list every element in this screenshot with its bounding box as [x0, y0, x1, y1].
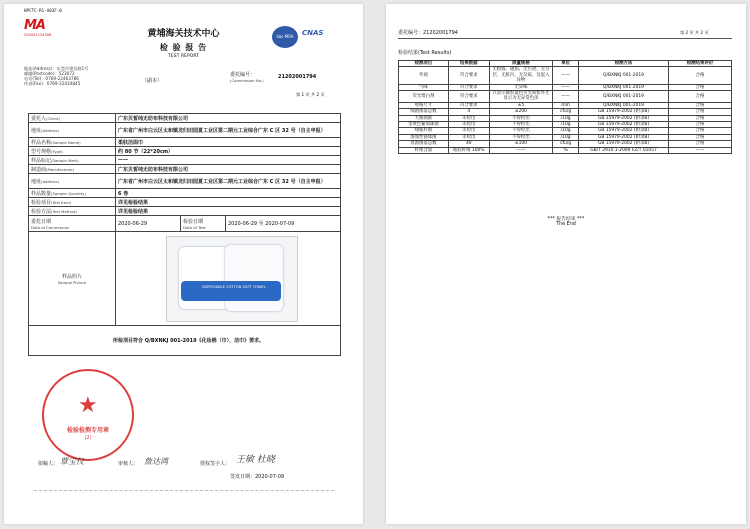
info-value: 广东贝皙纯无纺布科技有限公司: [116, 165, 341, 174]
results-cell: 溶血性链球菌: [399, 134, 449, 140]
results-cell: 未检出: [448, 128, 489, 134]
results-row: [399, 67, 732, 84]
info-row: [29, 165, 341, 174]
info-label: 地址(Address): [29, 123, 116, 138]
cma-logo: MA 200001124308: [24, 18, 52, 37]
results-cell: Q/BXNKJ 001-2019: [579, 67, 669, 84]
info-value: 柔肤洁面巾: [116, 138, 341, 147]
test-results-table: [398, 60, 732, 154]
drafter-signature: 覃宝仪: [60, 457, 84, 466]
results-cell: 符合要求: [448, 67, 489, 84]
results-cell: Q/BXNKJ 001-2019: [579, 102, 669, 108]
results-cell: 绿脓杆菌: [399, 128, 449, 134]
info-row: [29, 156, 341, 165]
results-cell: Q/BXNKJ 001-2019: [579, 84, 669, 90]
date-row: 委托日期 Date of Commission 2020-06-29 检验日期 Date of Test 2020-06-29 至 2020-07-09: [29, 216, 341, 232]
results-cell: mm: [553, 102, 579, 108]
report-title: 检 验 报 告: [159, 43, 208, 52]
results-cell: GB 15979-2002 (附录B): [579, 141, 669, 147]
inspection-seal: ★ 检验检测专用章 (2): [42, 369, 134, 461]
results-cell: /10g: [553, 115, 579, 121]
results-cell: Q/BXNKJ 001-2019: [579, 91, 669, 103]
sample-photo: [116, 232, 341, 326]
ilac-logo: ilac-MRA: [272, 26, 298, 48]
info-value: 详见检验结果: [116, 207, 341, 216]
info-value: 广东省广州市白云区太和镇龙归田园夏工业区第二期元工业综合广东 C 区 32 号（自主申报）: [116, 174, 341, 189]
results-cell: 合格: [668, 122, 731, 128]
info-label: 型号规格(Type): [29, 147, 116, 156]
results-cell: %: [553, 147, 579, 153]
report-info-table: [28, 113, 341, 356]
results-cell: 只显示微粒量色荧光和紫外光显示为无异常色泽: [489, 91, 552, 103]
info-row: [29, 147, 341, 156]
info-value: ——: [116, 156, 341, 165]
results-cell: GB 15979-2002 (附录B): [579, 134, 669, 140]
results-cell: 未检出: [448, 115, 489, 121]
results-cell: 不得检出: [489, 115, 552, 121]
results-cell: 不得检出: [489, 128, 552, 134]
info-label: 委托人(Client): [29, 114, 116, 123]
results-cell: 符合要求: [448, 102, 489, 108]
results-cell: 不得检出: [489, 122, 552, 128]
results-cell: ±5: [489, 102, 552, 108]
report-page-2: [386, 4, 746, 524]
results-cell: 外观: [399, 67, 449, 84]
results-cell: 细菌菌落总数: [399, 109, 449, 115]
results-row: [399, 91, 732, 103]
results-cell: ——: [489, 147, 552, 153]
results-cell: 金黄色葡萄球菌: [399, 122, 449, 128]
results-cell: 合格: [668, 67, 731, 84]
results-cell: 符合要求: [448, 84, 489, 90]
page-indicator-p2: 第 2 页 共 2 页: [680, 30, 709, 35]
info-row: [29, 207, 341, 216]
info-label: 样品数量(Sample Quantity): [29, 189, 116, 198]
results-header-cell: 检测结果评价: [668, 61, 731, 67]
approver-signature: 王敏 杜晓: [236, 455, 275, 465]
results-cell: /10g: [553, 128, 579, 134]
results-cell: 合格: [668, 141, 731, 147]
org-name: 黄埔海关技术中心: [147, 29, 220, 39]
results-cell: ≤200: [489, 109, 552, 115]
reviewer-signature: 詹达鸿: [144, 457, 168, 466]
page-indicator: 第 1 页 共 2 页: [296, 92, 325, 97]
results-cell: 合格: [668, 84, 731, 90]
product-image: DISPOSABLE COTTON SOFT TOWEL: [166, 236, 298, 322]
results-cell: 4: [448, 109, 489, 115]
results-cell: 未检出: [448, 122, 489, 128]
results-cell: 40: [448, 141, 489, 147]
commission-label: 委托编号： (Commission No.): [230, 72, 264, 83]
info-value: 详见检验结果: [116, 198, 341, 207]
info-label: 检验项目(Test Item): [29, 198, 116, 207]
results-cell: 粘胶纤维 100%: [448, 147, 489, 153]
commission-number-p2: 委托编号：21202001794: [398, 30, 458, 36]
info-row: [29, 114, 341, 123]
results-cell: 合格: [668, 115, 731, 121]
results-cell: 大肠菌群: [399, 115, 449, 121]
lab-contact: 地址(Address)：东莞市建设路1号 邮编(Postcode)：523072 电话(Tel)：0769-22463786 传真(Fax)：0769-22434845: [24, 66, 89, 86]
form-code: HPCTC-R1-A03F-0: [24, 8, 62, 13]
info-row: [29, 174, 341, 189]
info-value: 广东省广州市白云区太和镇龙归田园夏工业区第二期元工业综合广东 C 区 32 号（自主申报）: [116, 123, 341, 138]
info-value: 约 80 节（22*20cm）: [116, 147, 341, 156]
info-row: [29, 123, 341, 138]
results-cell: 真菌菌落总数: [399, 141, 449, 147]
results-cell: ——: [668, 147, 731, 153]
results-cell: GB 15979-2002 (附录B): [579, 115, 669, 121]
info-value: 6 卷: [116, 189, 341, 198]
results-cell: ——: [553, 91, 579, 103]
results-header-cell: 限量规格: [489, 61, 552, 67]
results-cell: 合格: [668, 109, 731, 115]
results-cell: 符合要求: [448, 91, 489, 103]
results-cell: 气味: [399, 84, 449, 90]
info-row: [29, 138, 341, 147]
results-cell: 无损毁、破损、无污迹、无分层、无脏污、无杂质、及混入异物: [489, 67, 552, 84]
header-line: [398, 38, 732, 39]
results-header-cell: 检测项目: [399, 61, 449, 67]
results-cell: 规格尺寸: [399, 102, 449, 108]
info-value: 广东贝皙纯无纺布科技有限公司: [116, 114, 341, 123]
results-cell: 合格: [668, 128, 731, 134]
end-mark: *** 报告结束 *** The End: [547, 217, 585, 227]
approver-label: 授权签字人：: [200, 461, 231, 467]
results-cell: 纤维含量: [399, 147, 449, 153]
results-cell: ——: [553, 67, 579, 84]
drafter-label: 拟稿人：: [38, 461, 59, 467]
info-row: [29, 198, 341, 207]
results-cell: 合格: [668, 91, 731, 103]
results-header-cell: 结果数据: [448, 61, 489, 67]
results-header-cell: 单位: [553, 61, 579, 67]
info-label: 样品名称(Sample Name): [29, 138, 116, 147]
report-page-1: [4, 4, 363, 524]
copy-mark: （副本）: [142, 78, 163, 84]
results-cell: 不得检出: [489, 134, 552, 140]
info-label: 地址(Address): [29, 174, 116, 189]
footer-decoration: [34, 490, 334, 515]
issue-date: 签发日期：2020-07-09: [230, 474, 285, 480]
info-label: 样品标记(Sample Mark): [29, 156, 116, 165]
info-row: [29, 189, 341, 198]
results-title: 检验结果(Test Results): [398, 50, 452, 56]
photo-row: 样品照片 Sample Picture DISPOSABLE COTTON SOFT TOWEL: [29, 232, 341, 326]
results-cell: /10g: [553, 134, 579, 140]
results-cell: 无异味: [489, 84, 552, 90]
results-cell: GB 15979-2002 (附录B): [579, 109, 669, 115]
results-header-cell: 检测方法: [579, 61, 669, 67]
commission-number: 21202001794: [278, 74, 317, 80]
results-cell: cfu/g: [553, 141, 579, 147]
results-cell: 荧光增白剂: [399, 91, 449, 103]
results-cell: GB 15979-2002 (附录B): [579, 122, 669, 128]
report-title-en: TEST REPORT: [167, 54, 200, 59]
conclusion-row: 所检项目符合 Q/BXNKJ 001-2019《化妆棉（巾）、洁巾》要求。: [29, 326, 341, 356]
results-cell: cfu/g: [553, 109, 579, 115]
info-label: 检验方法(Test Method): [29, 207, 116, 216]
results-cell: 未检出: [448, 134, 489, 140]
results-cell: GB/T 2910.1-2009 FZ/T 01057: [579, 147, 669, 153]
results-row: [399, 147, 732, 153]
cnas-logo: CNAS: [302, 29, 324, 37]
results-cell: 合格: [668, 134, 731, 140]
results-cell: /10g: [553, 122, 579, 128]
results-cell: 合格: [668, 102, 731, 108]
results-cell: ——: [553, 84, 579, 90]
results-cell: GB 15979-2002 (附录B): [579, 128, 669, 134]
reviewer-label: 审核人：: [118, 461, 139, 467]
results-cell: ≤100: [489, 141, 552, 147]
info-label: 制造商(Manufacturer): [29, 165, 116, 174]
